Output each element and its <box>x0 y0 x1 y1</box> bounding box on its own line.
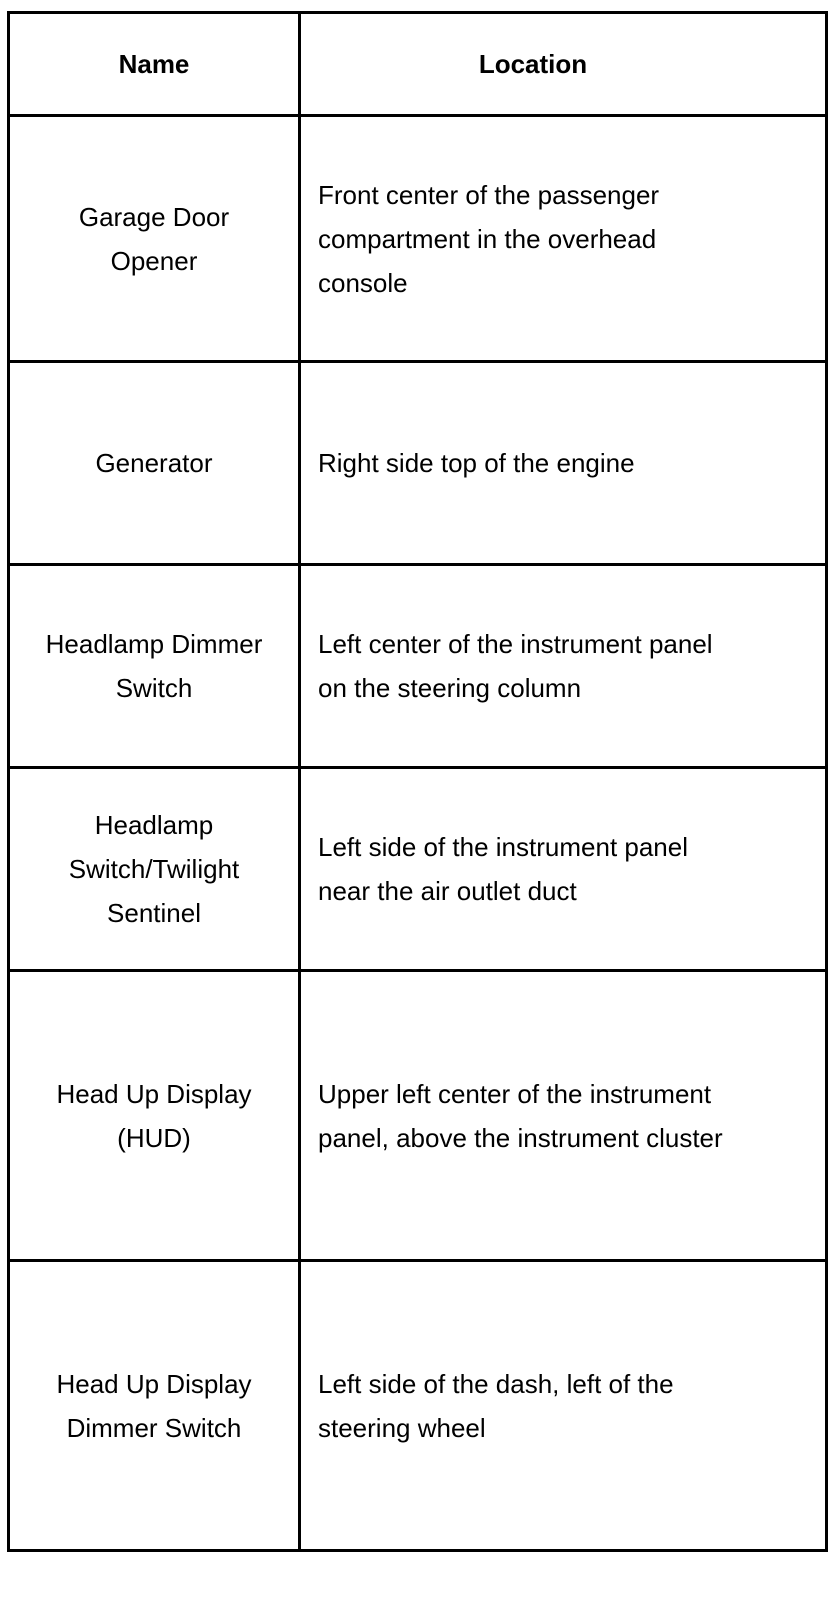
header-location: Location <box>300 13 827 116</box>
location-cell <box>300 971 827 1261</box>
name-line: Head Up Display <box>56 1368 252 1399</box>
location-line: Left center of the instrument panel <box>318 629 713 659</box>
name-cell <box>9 362 300 565</box>
name-line: Head Up Display <box>56 1078 252 1109</box>
location-line: on the steering column <box>318 673 582 703</box>
location-line: Left side of the dash, left of the <box>318 1368 674 1399</box>
name-line: Switch/Twilight <box>68 854 240 884</box>
location-cell <box>300 1261 827 1551</box>
table-row <box>9 565 827 768</box>
name-line: Garage Door <box>78 201 230 232</box>
name-line: Generator <box>95 448 213 478</box>
name-cell <box>9 971 300 1261</box>
location-line: near the air outlet duct <box>318 876 577 906</box>
component-location-table <box>7 11 828 1552</box>
name-line: Opener <box>110 245 198 276</box>
location-line: compartment in the overhead <box>318 223 657 254</box>
name-line: Switch <box>115 673 193 703</box>
table-row <box>9 971 827 1261</box>
name-line: Headlamp Dimmer <box>45 629 263 659</box>
location-line: Front center of the passenger <box>318 179 660 210</box>
table-header-row <box>9 13 827 116</box>
location-line: panel, above the instrument cluster <box>318 1122 723 1153</box>
name-line: Dimmer Switch <box>66 1412 242 1443</box>
location-line: steering wheel <box>318 1412 486 1443</box>
name-line: Headlamp <box>94 810 214 840</box>
name-cell <box>9 565 300 768</box>
table-row <box>9 1261 827 1551</box>
location-line: console <box>318 267 408 298</box>
location-cell <box>300 768 827 971</box>
table-row <box>9 362 827 565</box>
name-line: Sentinel <box>107 898 201 928</box>
table-row <box>9 768 827 971</box>
name-cell <box>9 1261 300 1551</box>
name-line: (HUD) <box>117 1122 191 1153</box>
table-row <box>9 116 827 362</box>
location-cell <box>300 565 827 768</box>
location-line: Left side of the instrument panel <box>318 832 689 862</box>
location-line: Upper left center of the instrument <box>318 1078 712 1109</box>
location-line: Right side top of the engine <box>318 448 635 478</box>
location-cell <box>300 362 827 565</box>
name-cell <box>9 116 300 362</box>
name-cell <box>9 768 300 971</box>
header-name: Name <box>9 13 300 116</box>
location-cell <box>300 116 827 362</box>
